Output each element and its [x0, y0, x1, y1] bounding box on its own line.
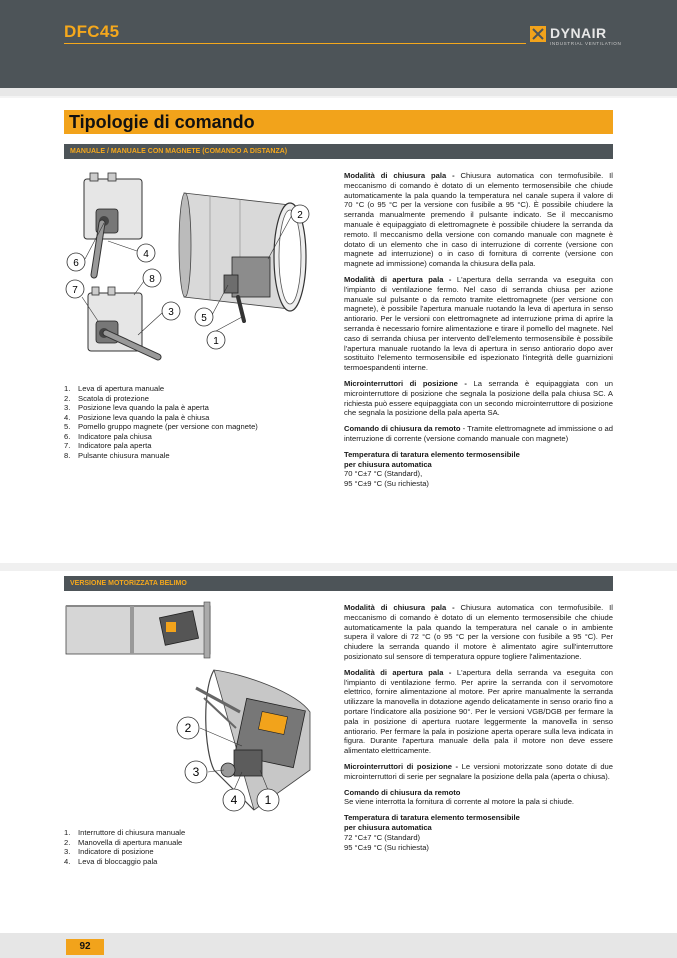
paragraph: Modalità di chiusura pala - Chiusura automatica con termofusibile. Il meccanismo di comando è dotato di un elemento termosensibile che chiude automaticamente la pala quando la temperatura nel canale supera il valore di 70 °C (o 95 °C per la versione con fusibile a 95 °C). È possibile chiudere la serranda manualmente premendo il pulsante indicato. Se il meccanismo manuale è equipaggiato di elettromagnete è possibile chiudere la serranda da remoto. Il meccanismo della versione con comando manuale con magnete è dotato di un elemento che in caso di interruzione di corrente (versione con magnete ad interruzione) o in caso di fornitura di corrente (versione con magnete ad immissione) comanda la chiusura della pala.	[344, 171, 613, 269]
callout-1: 1	[264, 793, 272, 807]
legend-item: 1. Leva di apertura manuale	[64, 384, 165, 393]
callout-5: 5	[201, 313, 207, 324]
header-stripe-light	[0, 96, 677, 98]
page-header	[0, 0, 677, 88]
mechanism-box-closed	[84, 173, 142, 275]
paragraph: Comando di chiusura da remoto Se viene interrotta la fornitura di corrente al motore la pala si chiude.	[344, 787, 575, 807]
damper-cylinder	[179, 193, 306, 321]
section1-legend	[64, 384, 258, 460]
logo-text: DYNAIR	[550, 25, 607, 41]
section2-legend	[64, 828, 185, 866]
callout-2: 2	[184, 721, 192, 735]
page-footer	[0, 933, 677, 958]
callout-4: 4	[230, 793, 238, 807]
legend-item: 5. Pomello gruppo magnete (per versione con magnete)	[64, 422, 258, 431]
section-title: Tipologie di comando	[64, 110, 613, 134]
temperature-block: Temperatura di taratura elemento termosensibile per chiusura automatica 72 °C±7 °C (Standard) 95 °C±9 °C (Su richiesta)	[344, 813, 520, 852]
legend-item: 7. Indicatore pala aperta	[64, 441, 152, 450]
paragraph: Microinterruttori di posizione - La serranda è equipaggiata con un microinterruttore di posizione che segnala la posizione della pala chiusa SC. A richiesta può essere equipaggiata con un secondo microinterruttore di posizione che segnala la posizione della pala aperta SA.	[344, 378, 614, 418]
damper-duct	[66, 602, 210, 658]
callout-3: 3	[192, 765, 200, 779]
section2-bar: VERSIONE MOTORIZZATA BELIMO	[64, 576, 613, 591]
callout-1: 1	[213, 336, 219, 347]
legend-item: 2. Scatola di protezione	[64, 393, 149, 403]
paragraph: Modalità di chiusura pala - Chiusura automatica con termofusibile. Il meccanismo di comando è dotato di un elemento termosensibile che chiude automaticamente la pala quando la temperatura nel canale o in ambiente supera il valore di 72 °C (o 95 °C per la versione con fusibile a 95 °C). Per chiudere la serranda quando il motore è alimentato agire sull'interruttore posizionato sul sensore di temperatura oppure togliere l'alimentazione.	[344, 603, 613, 661]
legend-item: 2. Manovella di apertura manuale	[64, 837, 183, 847]
manual-damper-figure	[64, 171, 336, 376]
callout-6: 6	[73, 258, 79, 269]
section2-text	[344, 603, 613, 858]
section-divider	[0, 563, 677, 571]
mechanism-box-open	[88, 287, 158, 357]
actuator-detail	[196, 670, 310, 810]
header-stripe	[0, 88, 677, 96]
header-rule	[64, 43, 526, 44]
logo-subtext: INDUSTRIAL VENTILATION	[550, 41, 622, 46]
section1-text	[344, 171, 613, 495]
paragraph: Comando di chiusura da remoto - Tramite elettromagnete ad immissione o ad interruzione di corrente (versione comando manuale con magnete)	[344, 424, 613, 443]
callout-8: 8	[149, 274, 155, 285]
legend-item: 4. Leva di bloccaggio pala	[64, 856, 158, 866]
temperature-block: Temperatura di taratura elemento termosensibile per chiusura automatica 70 °C±7 °C (Standard), 95 °C±9 °C (Su richiesta)	[344, 449, 520, 489]
legend-item: 3. Indicatore di posizione	[64, 847, 154, 856]
callout-4: 4	[143, 249, 149, 260]
page-number: 92	[66, 939, 104, 955]
document-title: DFC45	[64, 22, 120, 41]
callout-7: 7	[72, 285, 78, 296]
motorized-damper-figure	[64, 600, 336, 820]
callout-3: 3	[168, 307, 174, 318]
logo-mark-icon	[530, 26, 546, 42]
callout-2: 2	[297, 210, 303, 221]
legend-item: 8. Pulsante chiusura manuale	[64, 450, 170, 460]
legend-item: 3. Posizione leva quando la pala è aperta	[64, 403, 209, 412]
brand-logo	[530, 26, 622, 48]
legend-item: 6. Indicatore pala chiusa	[64, 431, 152, 441]
paragraph: Microinterruttori di posizione - Le versioni motorizzate sono dotate di due microinterruttori di serie per segnalare la posizione della pala (aperta o chiusa).	[344, 761, 613, 781]
section1-bar: MANUALE / MANUALE CON MAGNETE (COMANDO A DISTANZA)	[64, 144, 613, 159]
legend-item: 4. Posizione leva quando la pala è chiusa	[64, 412, 210, 422]
paragraph: Modalità di apertura pala - L'apertura della serranda va eseguita con l'impianto di ventilazione fermo. Per aprire la serranda con il servomotore elettrico, fornire alimentazione al motore. Per aprire manualmente la serranda utilizzare la manovella in dotazione agendo delicatamente in senso orario fino a portare l'indicatore alla posizione 90°. Per le versioni VGB/DGB per fermare la pala in posizione di apertura ruotare leggermente la manovella in senso antiorario. Per fermare la pala in posizione aperta operare sulla leva indicata in figura. Durante l'apertura manuale della pala il motore non deve essere alimentato elettricamente.	[344, 667, 613, 756]
legend-item: 1. Interruttore di chiusura manuale	[64, 828, 186, 837]
paragraph: Modalità di apertura pala - L'apertura della serranda va eseguita con l'impianto di ventilazione fermo. Nel caso di serranda chiusa per azione manuale sul pulsante o da remoto tramite elettromagnete (per versione con magnete), è possibile l'apertura manuale ruotando la leva di apertura in senso antiorario. Per le versioni con elettromagnete ad interruzione prima di aprire la serranda è necessario fornire alimentazione e tirare il pomello del magnete. Nel caso di serranda chiusa per intervento dell'elemento termosensibile è possibile l'apertura manuale ruotando la leva di apertura in senso antiorario dopo aver sostituito l'elemento termosensibile ed ispezionato l'integrità delle guarnizioni termoespandenti interne.	[344, 274, 613, 373]
